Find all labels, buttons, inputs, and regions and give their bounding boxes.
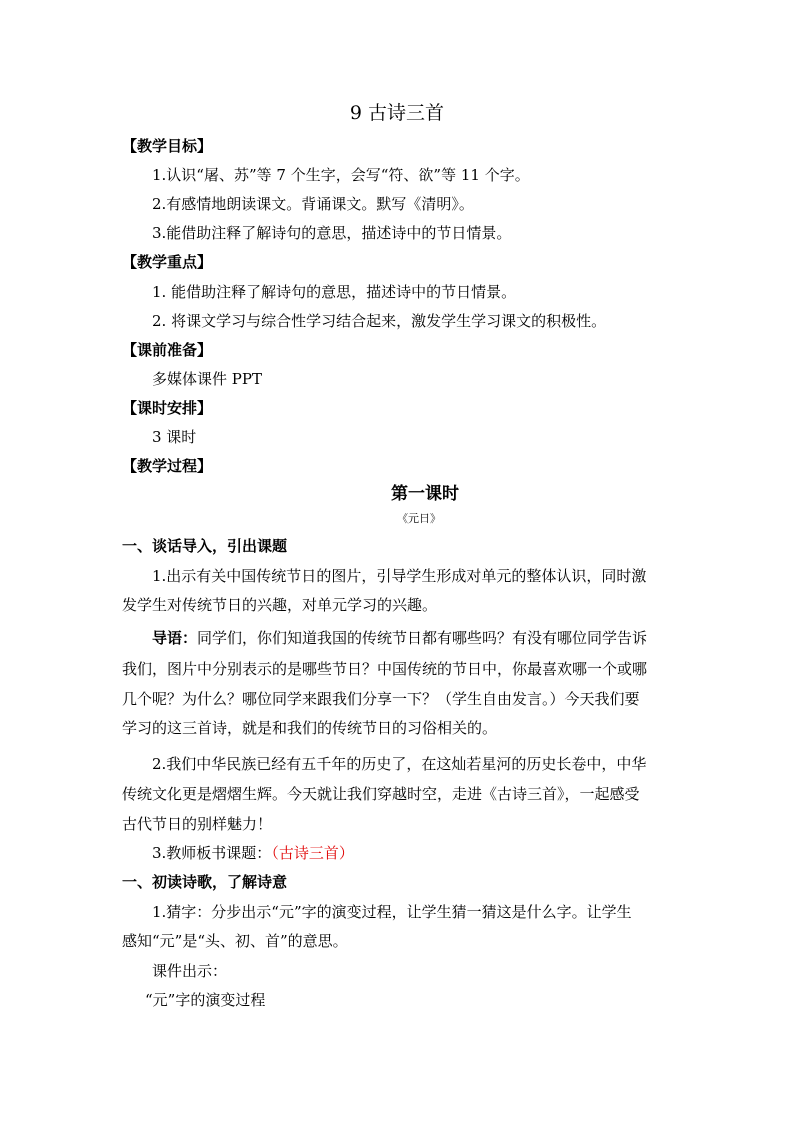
paragraph-line: 1.出示有关中国传统节日的图片，引导学生形成对单元的整体认识，同时激 [152,567,647,585]
courseware-label: 课件出示： [152,962,228,980]
guide-label: 导语： [152,629,198,647]
objective-item: 3.能借助注释了解诗句的意思，描述诗中的节日情景。 [152,224,512,242]
section-process: 【教学过程】 [122,457,213,475]
paragraph-line: 感知“元”是“头、初、首”的意思。 [122,932,348,950]
section-key-points: 【教学重点】 [122,253,213,271]
objective-item: 1.认识“屠、苏”等 7 个生字，会写“符、欲”等 11 个字。 [152,166,530,184]
paragraph-line: 1.猜字：分步出示“元”字的演变过程，让学生猜一猜这是什么字。让学生 [152,903,632,921]
schedule-text: 3 课时 [152,428,197,446]
board-title-highlight: （古诗三首） [271,844,354,862]
guide-paragraph [152,628,647,648]
guide-line: 几个呢？为什么？哪位同学来跟我们分享一下？（学生自由发言。）今天我们要 [122,690,640,708]
guide-line: 我们，图片中分别表示的是哪些节日？中国传统的节日中，你最喜欢哪一个或哪 [122,660,648,678]
preparation-text: 多媒体课件 PPT [152,370,262,388]
guide-text: 同学们，你们知道我国的传统节日都有哪些吗？有没有哪位同学告诉 [197,629,648,647]
guide-line: 学习的这三首诗，就是和我们的传统节日的习俗相关的。 [122,719,498,737]
board-title-prefix: 3.教师板书课题： [152,844,272,862]
section-objectives: 【教学目标】 [122,137,213,155]
paragraph-line: 古代节日的别样魅力！ [122,815,273,833]
key-point-item: 2. 将课文学习与综合性学习结合起来，激发学生学习课文的积极性。 [152,312,607,330]
page-title: 9 古诗三首 [349,102,445,124]
section-preparation: 【课前准备】 [122,341,213,359]
key-point-item: 1. 能借助注释了解诗句的意思，描述诗中的节日情景。 [152,283,517,301]
lesson-subheading: 《元日》 [397,512,441,525]
evolution-caption: “元”字的演变过程 [145,991,266,1009]
objective-item: 2.有感情地朗读课文。背诵课文。默写《清明》。 [152,195,474,213]
paragraph-line: 发学生对传统节日的兴趣，对单元学习的兴趣。 [122,596,438,614]
lesson-heading: 第一课时 [391,484,459,504]
part2-title: 一、初读诗歌，了解诗意 [122,873,288,891]
section-schedule: 【课时安排】 [122,399,213,417]
paragraph-line: 2.我们中华民族已经有五千年的历史了，在这灿若星河的历史长卷中，中华 [152,755,647,773]
part1-title: 一、谈话导入，引出课题 [122,537,288,555]
board-title-line [152,843,354,863]
paragraph-line: 传统文化更是熠熠生辉。今天就让我们穿越时空，走进《古诗三首》，一起感受 [122,785,640,803]
